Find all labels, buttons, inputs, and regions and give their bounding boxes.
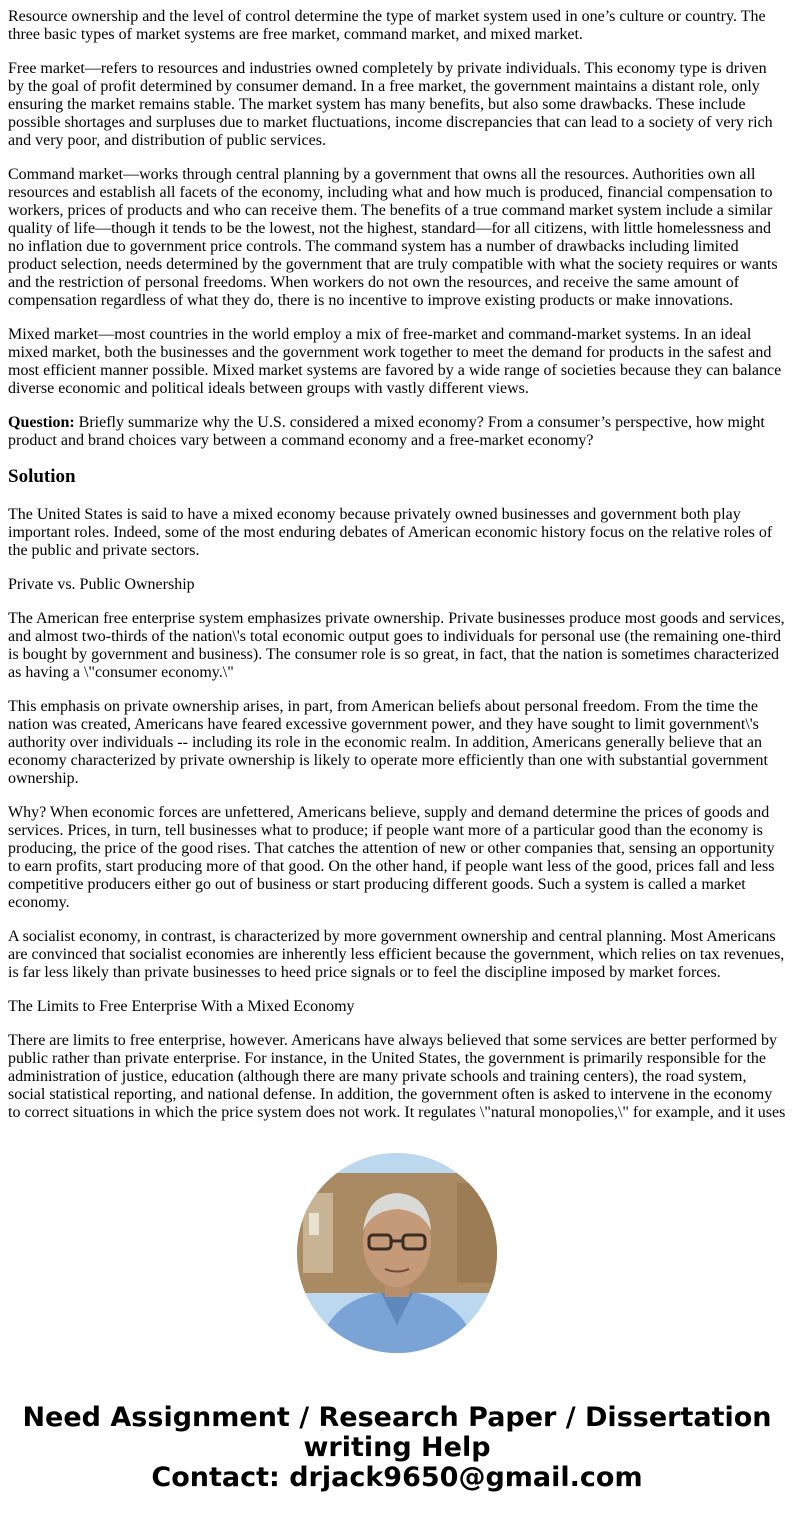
article-body bbox=[8, 0, 786, 1124]
section-title-limits: The Limits to Free Enterprise With a Mixed Economy bbox=[8, 998, 355, 1015]
solution-paragraph: The American free enterprise system emphasizes private ownership. Private businesses produce most goods and services, and almost two-thirds of the nation\'s total economic output goes to individuals for personal use (the remaining one-third is bought by government and business). The consumer role is so great, in fact, that the nation is sometimes characterized as having a \"consumer economy.\" bbox=[8, 610, 785, 681]
question-text: Briefly summarize why the U.S. considered a mixed economy? From a consumer’s perspective, how might product and brand choices vary between a command economy and a free-market economy? bbox=[8, 414, 765, 449]
solution-heading: Solution bbox=[8, 466, 76, 487]
promo-contact: Contact: drjack9650@gmail.com bbox=[151, 1462, 643, 1493]
mixed-market-paragraph: Mixed market—most countries in the world employ a mix of free-market and command-market systems. In an ideal mixed market, both the businesses and the government work together to meet the demand for products in the safest and most efficient manner possible. Mixed market systems are favored by a wide range of societies because they can balance diverse economic and political ideals between groups with vastly different views. bbox=[8, 326, 782, 397]
solution-paragraph: This emphasis on private ownership arises, in part, from American beliefs about personal freedom. From the time the nation was created, Americans have feared excessive government power, and they have sought to limit government\'s authority over individuals -- including its role in the economic realm. In addition, Americans generally believe that an economy characterized by private ownership is likely to operate more efficiently than one with substantial government ownership. bbox=[8, 698, 768, 787]
author-portrait bbox=[297, 1153, 497, 1353]
intro-paragraph: Resource ownership and the level of control determine the type of market system used in one’s culture or country. The three basic types of market systems are free market, command market, and mixed market. bbox=[8, 8, 766, 43]
question-label: Question: bbox=[8, 414, 75, 431]
promo-line-2: writing Help bbox=[303, 1432, 491, 1463]
promo-line-1: Need Assignment / Research Paper / Dissertation bbox=[22, 1402, 772, 1433]
author-avatar bbox=[297, 1153, 497, 1353]
solution-paragraph: A socialist economy, in contrast, is characterized by more government ownership and central planning. Most Americans are convinced that socialist economies are inherently less efficient because the government, which relies on tax revenues, is far less likely than private businesses to heed price signals or to feel the discipline imposed by market forces. bbox=[8, 928, 785, 981]
section-title-ownership: Private vs. Public Ownership bbox=[8, 576, 195, 593]
solution-paragraph: Why? When economic forces are unfettered, Americans believe, supply and demand determine the prices of goods and services. Prices, in turn, tell businesses what to produce; if people want more of a particular good than the economy is producing, the price of the good rises. That catches the attention of new or other companies that, sensing an opportunity to earn profits, start producing more of that good. On the other hand, if people want less of the good, prices fall and less competitive producers either go out of business or start producing different goods. Such a system is called a market economy. bbox=[8, 804, 775, 911]
solution-paragraph: There are limits to free enterprise, however. Americans have always believed that some services are better performed by public rather than private enterprise. For instance, in the United States, the government is primarily responsible for the administration of justice, education (although there are many private schools and training centers), the road system, social statistical reporting, and national defense. In addition, the government often is asked to intervene in the economy to correct situations in which the price system does not work. It regulates \"natural monopolies,\" for example, and it uses bbox=[8, 1032, 786, 1121]
command-market-paragraph: Command market—works through central planning by a government that owns all the resources. Authorities own all resources and establish all facets of the economy, including what and how much is produced, financial compensation to workers, prices of products and who can receive them. The benefits of a true command market system include a similar quality of life—though it tends to be the lowest, not the highest, standard—for all citizens, with little homelessness and no inflation due to government price controls. The command system has a number of drawbacks including limited product selection, needs determined by the government that are truly compatible with what the society requires or wants and the restriction of personal freedoms. When workers do not own the resources, and receive the same amount of compensation regardless of what they do, there is no incentive to improve existing products or make innovations. bbox=[8, 166, 778, 309]
question-paragraph bbox=[8, 414, 786, 450]
solution-paragraph: The United States is said to have a mixed economy because privately owned businesses and government both play important roles. Indeed, some of the most enduring debates of American economic history focus on the relative roles of the public and private sectors. bbox=[8, 506, 773, 559]
promo-banner bbox=[0, 1403, 794, 1493]
free-market-paragraph: Free market—refers to resources and industries owned completely by private individuals. This economy type is driven by the goal of profit determined by consumer demand. In a free market, the government maintains a distant role, only ensuring the market remains stable. The market system has many benefits, but also some drawbacks. These include possible shortages and surpluses due to market fluctuations, income discrepancies that can lead to a society of very rich and very poor, and distribution of public services. bbox=[8, 60, 773, 149]
